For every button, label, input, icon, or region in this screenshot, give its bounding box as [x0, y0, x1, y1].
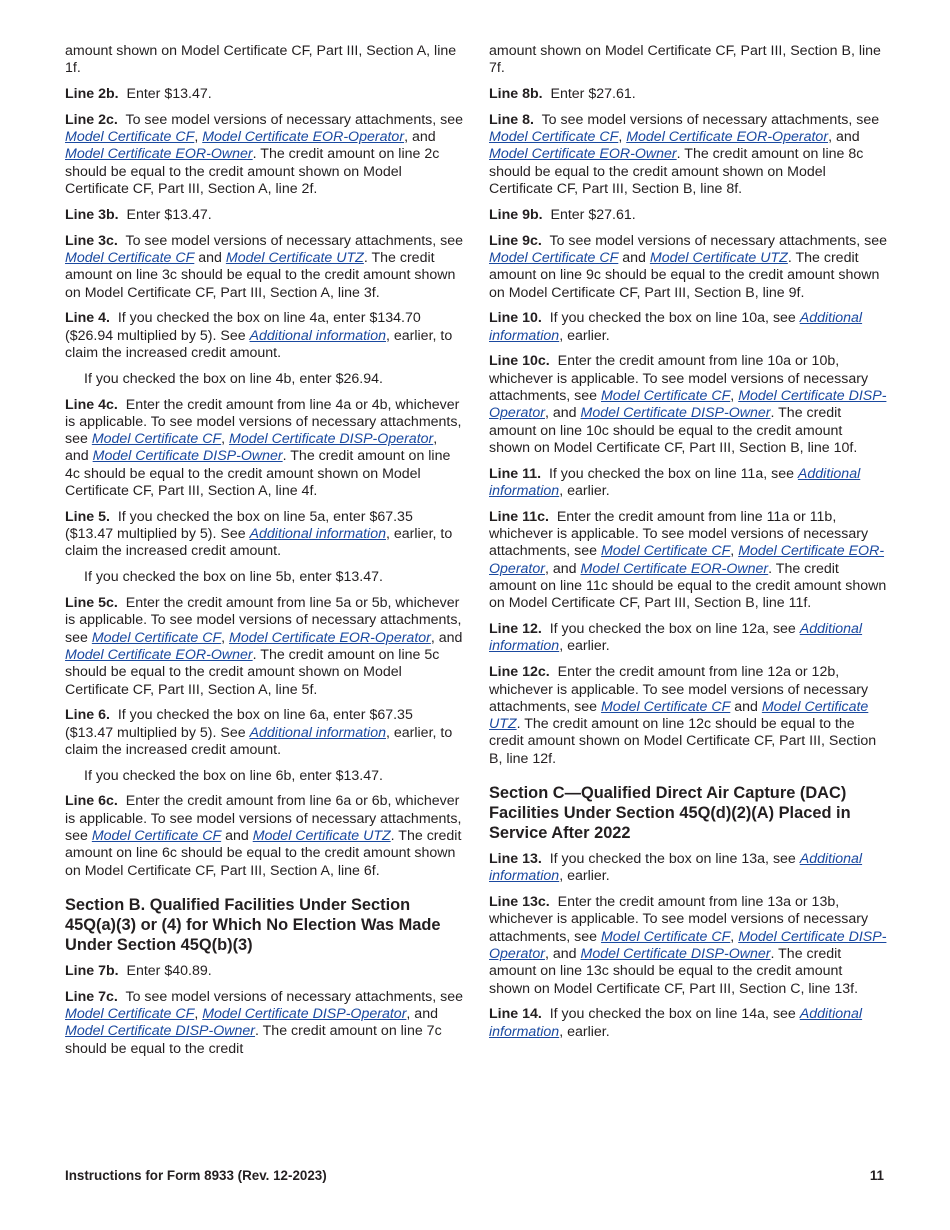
- paragraph-text: and: [618, 249, 650, 266]
- model-certificate-cf-link[interactable]: Model Certificate CF: [489, 129, 619, 146]
- paragraph-text: , and: [406, 1006, 438, 1023]
- paragraph-text: Enter the credit amount from line 11a or 11b, whichever is applicable. To see model versions of necessary attachments, see: [489, 508, 869, 560]
- model-certificate-eor-owner-link[interactable]: Model Certificate EOR-Owner: [65, 146, 253, 163]
- paragraph-line-5: [65, 509, 463, 561]
- model-certificate-cf-link[interactable]: Model Certificate CF: [91, 431, 222, 448]
- model-certificate-utz-link[interactable]: Model Certificate UTZ: [225, 249, 364, 266]
- line-label: Line 6.: [65, 707, 110, 724]
- paragraph-line-6c: [65, 793, 463, 879]
- line-label: Line 12.: [489, 621, 542, 638]
- paragraph-line-4: [65, 310, 463, 362]
- paragraph-text: . The credit amount on line 6c should be equal to the credit amount shown on Model Certificate CF, Part III, Section A, line 6f.: [65, 828, 462, 879]
- model-certificate-cf-link[interactable]: Model Certificate CF: [65, 249, 195, 266]
- model-certificate-cf-link[interactable]: Model Certificate CF: [600, 928, 731, 945]
- paragraph-line-3b: [65, 207, 463, 224]
- right-column: [489, 43, 887, 1049]
- line-label: Line 4c.: [65, 396, 118, 413]
- paragraph-text: Enter the credit amount from line 4a or 4b, whichever is applicable. To see model versions of necessary attachments, see: [65, 396, 462, 448]
- line-label: Line 13c.: [489, 894, 550, 911]
- model-certificate-cf-link[interactable]: Model Certificate CF: [65, 129, 195, 146]
- line-label: Line 11c.: [489, 508, 549, 525]
- line-label: Line 2c.: [65, 111, 118, 128]
- model-certificate-eor-owner-link[interactable]: Model Certificate EOR-Owner: [580, 560, 769, 577]
- paragraph-text: , earlier.: [559, 327, 610, 344]
- paragraph-text: Enter $13.47.: [126, 86, 212, 103]
- paragraph-line-9c: [489, 233, 887, 302]
- model-certificate-cf-link[interactable]: Model Certificate CF: [91, 629, 222, 646]
- additional-information-link[interactable]: Additional information: [489, 465, 861, 500]
- model-certificate-eor-operator-link[interactable]: Model Certificate EOR-Operator: [229, 629, 431, 646]
- paragraph-text: Enter the credit amount from line 12a or 12b, whichever is applicable. To see model versions of necessary attachments, see: [489, 664, 869, 715]
- model-certificate-disp-operator-link[interactable]: Model Certificate DISP-Operator: [489, 388, 887, 422]
- paragraph-line-3c: [65, 233, 463, 302]
- model-certificate-eor-operator-link[interactable]: Model Certificate EOR-Operator: [202, 129, 405, 146]
- paragraph-text: , earlier, to claim the increased credit amount.: [65, 526, 453, 560]
- paragraph-text: . The credit amount on line 7c should be equal to the credit: [65, 1023, 442, 1057]
- line-label: Line 9b.: [489, 206, 543, 223]
- model-certificate-cf-link[interactable]: Model Certificate CF: [65, 1006, 195, 1023]
- paragraph-text: Section C—Qualified Direct Air Capture (DAC) Facilities Under Section 45Q(d)(2)(A) Placed in Service After 2022: [489, 783, 851, 842]
- paragraph-text: If you checked the box on line 5b, enter $13.47.: [84, 569, 383, 586]
- model-certificate-cf-link[interactable]: Model Certificate CF: [489, 249, 619, 266]
- paragraph-line-10c: [489, 353, 887, 457]
- model-certificate-eor-operator-link[interactable]: Model Certificate EOR-Operator: [489, 543, 885, 577]
- model-certificate-eor-owner-link[interactable]: Model Certificate EOR-Owner: [65, 646, 253, 663]
- model-certificate-disp-operator-link[interactable]: Model Certificate DISP-Operator: [202, 1006, 407, 1023]
- paragraph-line-12: [489, 621, 887, 656]
- additional-information-link[interactable]: Additional information: [249, 526, 386, 543]
- paragraph: [65, 569, 463, 586]
- paragraph-text: To see model versions of necessary attachments, see: [549, 232, 887, 249]
- paragraph-text: . The credit amount on line 11c should be equal to the credit amount shown on Model Certificate CF, Part III, Section B, line 11f.: [489, 560, 887, 612]
- model-certificate-cf-link[interactable]: Model Certificate CF: [600, 698, 731, 715]
- additional-information-link[interactable]: Additional information: [489, 850, 863, 885]
- paragraph-text: Enter $13.47.: [126, 206, 212, 223]
- paragraph-line-9b: [489, 207, 887, 224]
- paragraph-text: , and: [828, 129, 860, 146]
- paragraph-text: . The credit amount on line 3c should be equal to the credit amount shown on Model Certificate CF, Part III, Section A, line 3f.: [65, 249, 456, 301]
- paragraph-text: , and: [545, 405, 581, 422]
- paragraph-text: . The credit amount on line 8c should be equal to the credit amount shown on Model Certificate CF, Part III, Section B, line 8f.: [489, 146, 864, 198]
- paragraph-text: Enter $40.89.: [126, 962, 212, 979]
- model-certificate-utz-link[interactable]: Model Certificate UTZ: [252, 828, 391, 845]
- paragraph-line-8: [489, 112, 887, 198]
- paragraph-line-13: [489, 851, 887, 886]
- paragraph-text: and: [730, 698, 762, 715]
- additional-information-link[interactable]: Additional information: [489, 1006, 863, 1040]
- paragraph-text: ,: [730, 388, 739, 405]
- line-label: Line 3c.: [65, 232, 118, 249]
- paragraph: [65, 768, 463, 785]
- paragraph-text: If you checked the box on line 13a, see: [549, 850, 800, 867]
- paragraph-text: If you checked the box on line 11a, see: [548, 465, 798, 482]
- paragraph-text: , earlier.: [559, 483, 610, 500]
- paragraph-line-4c: [65, 397, 463, 501]
- paragraph-text: If you checked the box on line 14a, see: [549, 1006, 800, 1023]
- paragraph-text: To see model versions of necessary attachments, see: [125, 232, 463, 249]
- model-certificate-disp-owner-link[interactable]: Model Certificate DISP-Owner: [580, 405, 771, 422]
- paragraph-text: To see model versions of necessary attachments, see: [125, 111, 463, 128]
- paragraph-text: ,: [618, 129, 627, 146]
- model-certificate-cf-link[interactable]: Model Certificate CF: [91, 828, 222, 845]
- paragraph-text: ,: [221, 431, 230, 448]
- paragraph-text: . The credit amount on line 2c should be equal to the credit amount shown on Model Certificate CF, Part III, Section A, line 2f.: [65, 146, 440, 198]
- page-number: 11: [869, 1168, 884, 1183]
- paragraph-text: Enter $27.61.: [550, 206, 636, 223]
- line-label: Line 10c.: [489, 353, 550, 370]
- paragraph-text: If you checked the box on line 5a, enter $67.35 ($13.47 multiplied by 5). See: [65, 508, 413, 543]
- section-heading: [65, 895, 463, 955]
- model-certificate-cf-link[interactable]: Model Certificate CF: [600, 543, 731, 560]
- model-certificate-utz-link[interactable]: Model Certificate UTZ: [649, 249, 788, 266]
- paragraph-text: . The credit amount on line 4c should be equal to the credit amount shown on Model Certificate CF, Part III, Section A, line 4f.: [65, 448, 451, 500]
- paragraph-line-2b: [65, 86, 463, 103]
- paragraph-text: Enter the credit amount from line 5a or 5b, whichever is applicable. To see model versions of necessary attachments, see: [65, 595, 462, 646]
- paragraph-line-11c: [489, 509, 887, 613]
- paragraph: [65, 371, 463, 388]
- paragraph-text: If you checked the box on line 4b, enter $26.94.: [84, 370, 383, 387]
- paragraph-line-12c: [489, 664, 887, 768]
- paragraph-text: amount shown on Model Certificate CF, Part III, Section B, line 7f.: [489, 43, 881, 77]
- paragraph-text: , and: [404, 129, 436, 146]
- line-label: Line 7b.: [65, 962, 119, 979]
- model-certificate-disp-owner-link[interactable]: Model Certificate DISP-Owner: [580, 945, 771, 962]
- line-label: Line 8b.: [489, 86, 543, 103]
- model-certificate-eor-owner-link[interactable]: Model Certificate EOR-Owner: [489, 146, 677, 163]
- additional-information-link[interactable]: Additional information: [489, 310, 863, 344]
- paragraph-text: If you checked the box on line 10a, see: [549, 310, 800, 327]
- paragraph-text: , and: [545, 560, 581, 577]
- line-label: Line 2b.: [65, 86, 119, 103]
- paragraph-text: . The credit amount on line 5c should be equal to the credit amount shown on Model Certificate CF, Part III, Section A, line 5f.: [65, 646, 440, 698]
- paragraph-text: ,: [194, 129, 203, 146]
- paragraph: [489, 43, 887, 78]
- line-label: Line 5.: [65, 508, 110, 525]
- line-label: Line 12c.: [489, 664, 550, 681]
- paragraph-text: , earlier.: [559, 1023, 610, 1040]
- additional-information-link[interactable]: Additional information: [249, 724, 386, 741]
- line-label: Line 8.: [489, 111, 534, 128]
- paragraph-text: Enter the credit amount from line 10a or 10b, whichever is applicable. To see model versions of necessary attachments, see: [489, 353, 869, 405]
- paragraph-text: To see model versions of necessary attachments, see: [125, 988, 463, 1005]
- line-label: Line 13.: [489, 850, 542, 867]
- paragraph-text: , and: [65, 431, 438, 465]
- paragraph-line-14: [489, 1006, 887, 1041]
- line-label: Line 11.: [489, 465, 542, 482]
- paragraph-text: , and: [430, 629, 463, 646]
- paragraph-line-7c: [65, 989, 463, 1058]
- section-heading: [489, 783, 887, 843]
- paragraph-line-5c: [65, 595, 463, 699]
- paragraph-line-11: [489, 466, 887, 501]
- paragraph-line-2c: [65, 112, 463, 198]
- line-label: Line 6c.: [65, 793, 118, 810]
- line-label: Line 10.: [489, 310, 542, 327]
- paragraph-text: ,: [730, 928, 739, 945]
- paragraph-text: , earlier.: [559, 638, 610, 655]
- line-label: Line 5c.: [65, 595, 118, 612]
- paragraph-text: Section B. Qualified Facilities Under Section 45Q(a)(3) or (4) for Which No Election Was Made Under Section 45Q(b)(3): [65, 895, 441, 954]
- model-certificate-disp-operator-link[interactable]: Model Certificate DISP-Operator: [489, 928, 887, 962]
- paragraph-text: and: [194, 249, 226, 266]
- paragraph-text: . The credit amount on line 13c should be equal to the credit amount shown on Model Certificate CF, Part III, Section C, line 13f.: [489, 945, 859, 997]
- paragraph-text: If you checked the box on line 6a, enter $67.35 ($13.47 multiplied by 5). See: [65, 707, 413, 741]
- paragraph-text: If you checked the box on line 12a, see: [549, 621, 800, 638]
- paragraph-text: If you checked the box on line 6b, enter $13.47.: [84, 767, 383, 784]
- additional-information-link[interactable]: Additional information: [249, 327, 386, 344]
- paragraph-text: Enter the credit amount from line 13a or 13b, whichever is applicable. To see model versions of necessary attachments, see: [489, 894, 869, 945]
- paragraph-text: ,: [194, 1006, 203, 1023]
- paragraph-line-7b: [65, 963, 463, 980]
- paragraph-text: , earlier.: [559, 868, 610, 885]
- paragraph-text: . The credit amount on line 10c should be equal to the credit amount shown on Model Certificate CF, Part III, Section B, line 10f.: [489, 405, 858, 456]
- model-certificate-disp-owner-link[interactable]: Model Certificate DISP-Owner: [92, 448, 283, 465]
- footer-form-title: Instructions for Form 8933 (Rev. 12-2023): [65, 1168, 327, 1183]
- line-label: Line 9c.: [489, 232, 542, 249]
- left-column: [65, 43, 463, 1066]
- paragraph-text: , earlier, to claim the increased credit amount.: [65, 327, 453, 361]
- line-label: Line 7c.: [65, 988, 118, 1005]
- paragraph-line-13c: [489, 894, 887, 998]
- line-label: Line 3b.: [65, 206, 119, 223]
- line-label: Line 14.: [489, 1006, 542, 1023]
- paragraph-text: , earlier, to claim the increased credit amount.: [65, 724, 453, 758]
- paragraph-line-10: [489, 310, 887, 345]
- additional-information-link[interactable]: Additional information: [489, 621, 863, 655]
- model-certificate-disp-operator-link[interactable]: Model Certificate DISP-Operator: [229, 431, 434, 448]
- paragraph-text: Enter the credit amount from line 6a or 6b, whichever is applicable. To see model versions of necessary attachments, see: [65, 793, 462, 845]
- model-certificate-cf-link[interactable]: Model Certificate CF: [600, 388, 731, 405]
- paragraph-text: . The credit amount on line 9c should be equal to the credit amount shown on Model Certificate CF, Part III, Section B, line 9f.: [489, 249, 880, 301]
- model-certificate-eor-operator-link[interactable]: Model Certificate EOR-Operator: [626, 129, 829, 146]
- paragraph-text: To see model versions of necessary attachments, see: [541, 111, 880, 128]
- paragraph-text: and: [221, 828, 253, 845]
- paragraph-text: ,: [221, 629, 230, 646]
- paragraph-line-8b: [489, 86, 887, 103]
- paragraph-text: ,: [730, 543, 739, 560]
- paragraph-text: Enter $27.61.: [550, 86, 636, 103]
- paragraph-line-6: [65, 707, 463, 759]
- paragraph: [65, 43, 463, 78]
- line-label: Line 4.: [65, 310, 110, 327]
- paragraph-text: . The credit amount on line 12c should be equal to the credit amount shown on Model Certificate CF, Part III, Section B, line 12f.: [489, 716, 877, 767]
- paragraph-text: , and: [545, 945, 581, 962]
- paragraph-text: If you checked the box on line 4a, enter $134.70 ($26.94 multiplied by 5). See: [65, 310, 421, 344]
- paragraph-text: amount shown on Model Certificate CF, Part III, Section A, line 1f.: [65, 43, 457, 77]
- model-certificate-utz-link[interactable]: Model Certificate UTZ: [489, 698, 869, 733]
- model-certificate-disp-owner-link[interactable]: Model Certificate DISP-Owner: [65, 1023, 256, 1040]
